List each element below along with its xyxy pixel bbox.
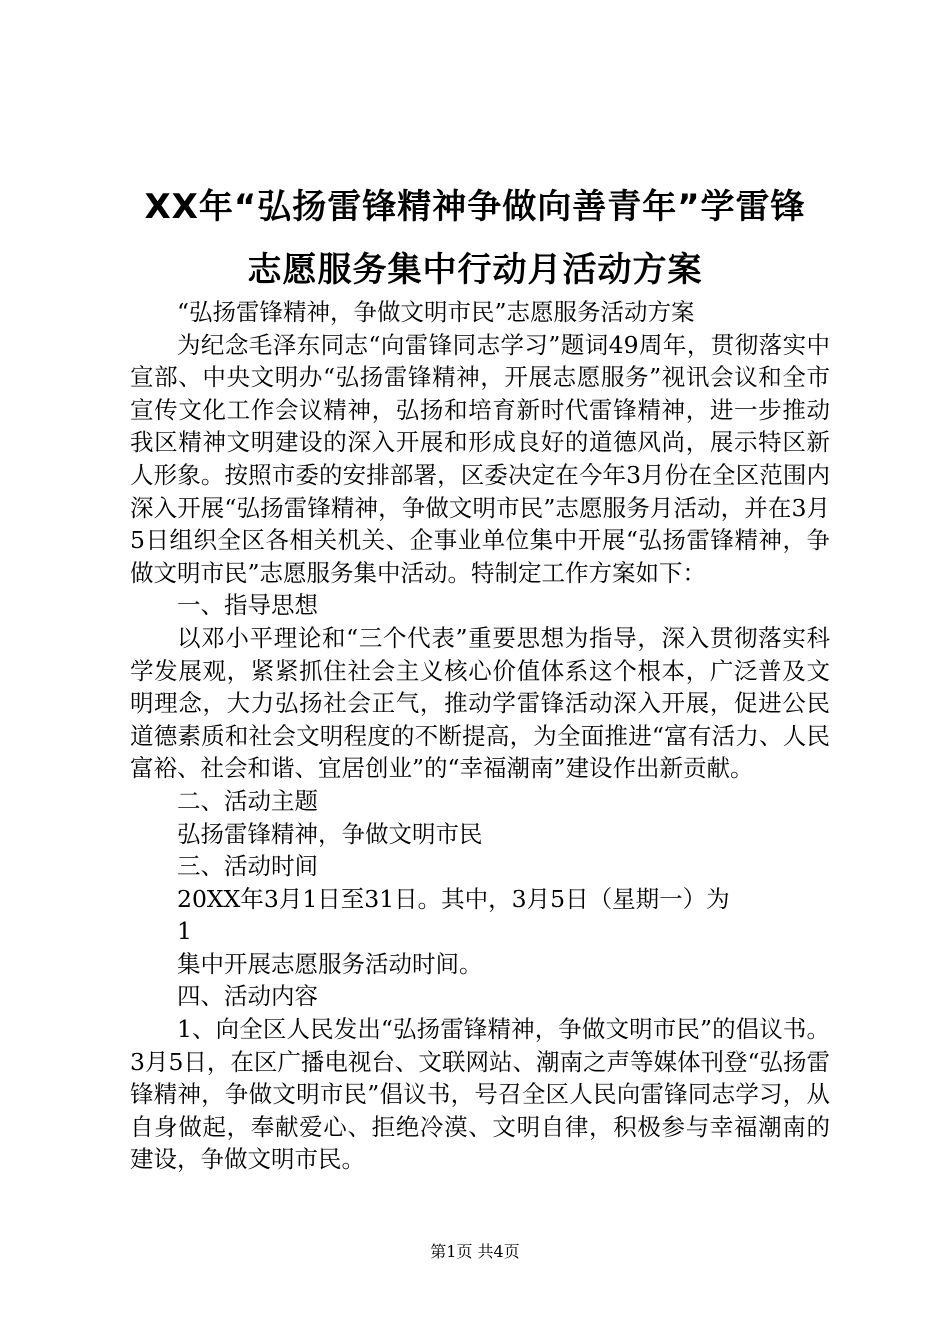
section-2-paragraph: 弘扬雷锋精神，争做文明市民	[177, 819, 483, 848]
page-indicator: 第1页 共4页	[430, 1242, 520, 1261]
document-body	[130, 296, 830, 1176]
section-1-heading: 一、指导思想	[177, 591, 318, 620]
section-2-heading: 二、活动主题	[177, 786, 318, 815]
section-4-item-1: 1、向全区人民发出“弘扬雷锋精神，争做文明市民”的倡议书。3月5日，在区广播电视台、文联网站、潮南之声等媒体刊登“弘扬雷锋精神，争做文明市民”倡议书，号召全区人民向雷锋同志学习，从自身做起，奉献爱心、拒绝冷漠、文明自律，积极参与幸福潮南的建设，争做文明市民。	[130, 1015, 830, 1174]
section-3-paragraph-a: 20XX年3月1日至31日。其中，3月5日（星期一）为	[177, 884, 730, 913]
section-3-paragraph-b: 1	[177, 917, 192, 946]
subtitle: “弘扬雷锋精神，争做文明市民”志愿服务活动方案	[177, 298, 695, 326]
section-3-paragraph-c: 集中开展志愿服务活动时间。	[177, 949, 483, 978]
section-3-heading: 三、活动时间	[177, 852, 318, 881]
section-4-heading: 四、活动内容	[177, 982, 318, 1011]
document-title-line-1: XX年“弘扬雷锋精神争做向善青年”学雷锋	[144, 187, 806, 227]
document-title-line-2: 志愿服务集中行动月活动方案	[247, 250, 703, 290]
section-1-paragraph: 以邓小平理论和“三个代表”重要思想为指导，深入贯彻落实科学发展观，紧紧抓住社会主义核心价值体系这个根本，广泛普及文明理念，大力弘扬社会正气，推动学雷锋活动深入开展，促进公民道德素质和社会文明程度的不断提高，为全面推进“富有活力、人民富裕、社会和谐、宜居创业”的“幸福潮南”建设作出新贡献。	[130, 623, 830, 783]
intro-paragraph: 为纪念毛泽东同志“向雷锋同志学习”题词49周年，贯彻落实中宣部、中央文明办“弘扬雷锋精神，开展志愿服务”视讯会议和全市宣传文化工作会议精神，弘扬和培育新时代雷锋精神，进一步推动我区精神文明建设的深入开展和形成良好的道德风尚，展示特区新人形象。按照市委的安排部署，区委决定在今年3月份在全区范围内深入开展“弘扬雷锋精神，争做文明市民”志愿服务月活动，并在3月5日组织全区各相关机关、企事业单位集中开展“弘扬雷锋精神，争做文明市民”志愿服务集中活动。特制定工作方案如下：	[130, 330, 830, 587]
